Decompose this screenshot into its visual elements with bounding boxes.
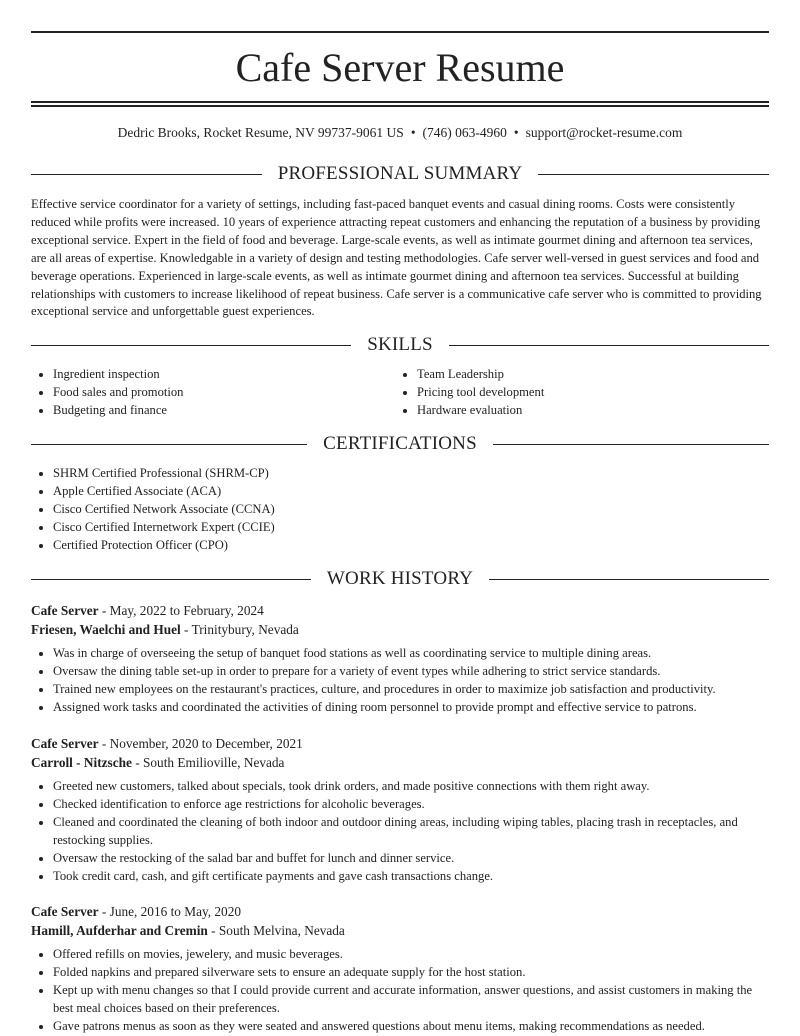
work-history-heading [31,567,769,591]
heading-rule [31,174,262,175]
job-title-line [31,734,769,753]
job-location: - Trinitybury, Nevada [180,622,299,637]
job-location: - South Melvina, Nevada [207,923,345,938]
heading-rule [449,345,769,346]
certifications-heading [31,432,769,456]
heading-rule [31,345,351,346]
job-duty-item: • Checked identification to enforce age restrictions for alcoholic beverages. [53,796,769,814]
skill-item: • Pricing tool development [417,384,544,402]
job-company-line [31,921,769,940]
title-rule-upper [31,101,769,103]
job-duties [31,645,769,717]
job-duties [31,778,769,885]
top-rule [31,31,769,33]
skills-left-column [31,366,183,420]
job-location: - South Emilioville, Nevada [131,755,285,770]
skill-item: • Hardware evaluation [417,402,544,420]
job-duty-item: • Assigned work tasks and coordinated the activities of dining room personnel to provide prompt and effective service to patrons. [53,699,769,717]
job-duty-item: • Trained new employees on the restaurant's practices, culture, and procedures in order to maximize job satisfaction and productivity. [53,681,769,699]
title-rule-lower [31,105,769,107]
contact-separator: • [513,125,519,140]
certification-item: • SHRM Certified Professional (SHRM-CP) [53,465,275,483]
job-title: Cafe Server [31,736,99,751]
certifications-heading-label: CERTIFICATIONS [323,433,477,454]
contact-phone: (746) 063-4960 [422,125,507,140]
page-title: Cafe Server Resume [235,45,565,90]
summary-text: Effective service coordinator for a variety of settings, including fast-paced banquet events and casual dining rooms. Costs were consistently reduced while profits were increased. 10 years of experience attracting repeat customers and enhancing the reputation of a business by providing exceptional service. Expert in the field of food and beverage. Large-scale events, as well as intimate gourmet dining and afternoon tea services, are all areas of expertise. Knowledgable in a variety of design and testing methodologies. Cafe server well-versed in guest services and food and beverage operations. Experienced in large-scale events, as well as intimate gourmet dining and afternoon tea services. Successful at building relationships with customers to increase likelihood of repeat business. Cafe server is a communicative cafe server who is committed to providing exceptional service and unforgettable guest experiences. [31,197,762,319]
job-title: Cafe Server [31,904,99,919]
certifications-list [31,465,275,555]
contact-line [31,124,769,142]
job-duty-item: • Greeted new customers, talked about specials, took drink orders, and made positive connections with them right away. [53,778,769,796]
contact-address: Dedric Brooks, Rocket Resume, NV 99737-9061 US [117,125,404,140]
job-entry [31,902,769,1036]
skills-heading-label: SKILLS [367,334,433,355]
job-duties [31,946,769,1036]
skill-item: • Food sales and promotion [53,384,183,402]
heading-rule [493,444,769,445]
job-duty-item: • Took credit card, cash, and gift certificate payments and gave cash transactions change. [53,868,769,886]
heading-rule [31,579,311,580]
job-title-line [31,902,769,921]
job-duty-item: • Folded napkins and prepared silverware sets to ensure an adequate supply for the host station. [53,964,769,982]
summary-heading-label: PROFESSIONAL SUMMARY [277,163,523,184]
skill-item: • Ingredient inspection [53,366,183,384]
job-duty-item: • Offered refills on movies, jewelery, and music beverages. [53,946,769,964]
certification-item: • Apple Certified Associate (ACA) [53,483,275,501]
job-duty-item: • Was in charge of overseeing the setup of banquet food stations as well as coordinating service to multiple dining areas. [53,645,769,663]
job-company-line [31,753,769,772]
job-company-line [31,620,769,639]
job-company: Hamill, Aufderhar and Cremin [31,923,208,938]
job-duty-item: • Oversaw the restocking of the salad bar and buffet for lunch and dinner service. [53,850,769,868]
contact-separator: • [410,125,416,140]
certification-item: • Cisco Certified Network Associate (CCNA) [53,501,275,519]
heading-rule [31,444,307,445]
job-dates: - June, 2016 to May, 2020 [98,904,241,919]
job-dates: - November, 2020 to December, 2021 [98,736,303,751]
job-company: Carroll - Nitzsche [31,755,132,770]
job-duty-item: • Gave patrons menus as soon as they were seated and answered questions about menu items, making recommendations as needed. [53,1018,769,1036]
job-duty-item: • Oversaw the dining table set-up in order to prepare for a variety of event types while adhering to strict service standards. [53,663,769,681]
heading-rule [489,579,769,580]
certification-item: • Certified Protection Officer (CPO) [53,537,275,555]
job-entry [31,601,769,717]
job-dates: - May, 2022 to February, 2024 [98,603,264,618]
heading-rule [538,174,769,175]
skill-item: • Budgeting and finance [53,402,183,420]
contact-email: support@rocket-resume.com [525,125,683,140]
certification-item: • Cisco Certified Internetwork Expert (CCIE) [53,519,275,537]
job-duty-item: • Cleaned and coordinated the cleaning of both indoor and outdoor dining areas, including wiping tables, placing trash in receptacles, and restocking supplies. [53,814,769,850]
job-title: Cafe Server [31,603,99,618]
job-title-line [31,601,769,620]
work-history-heading-label: WORK HISTORY [326,568,474,589]
skills-right-column [395,366,544,420]
skill-item: • Team Leadership [417,366,544,384]
job-duty-item: • Kept up with menu changes so that I could provide current and accurate information, answer questions, and assist customers in making the best meal choices based on their preferences. [53,982,769,1018]
summary-heading [31,162,769,186]
job-company: Friesen, Waelchi and Huel [31,622,181,637]
skills-heading [31,333,769,357]
job-entry [31,734,769,885]
